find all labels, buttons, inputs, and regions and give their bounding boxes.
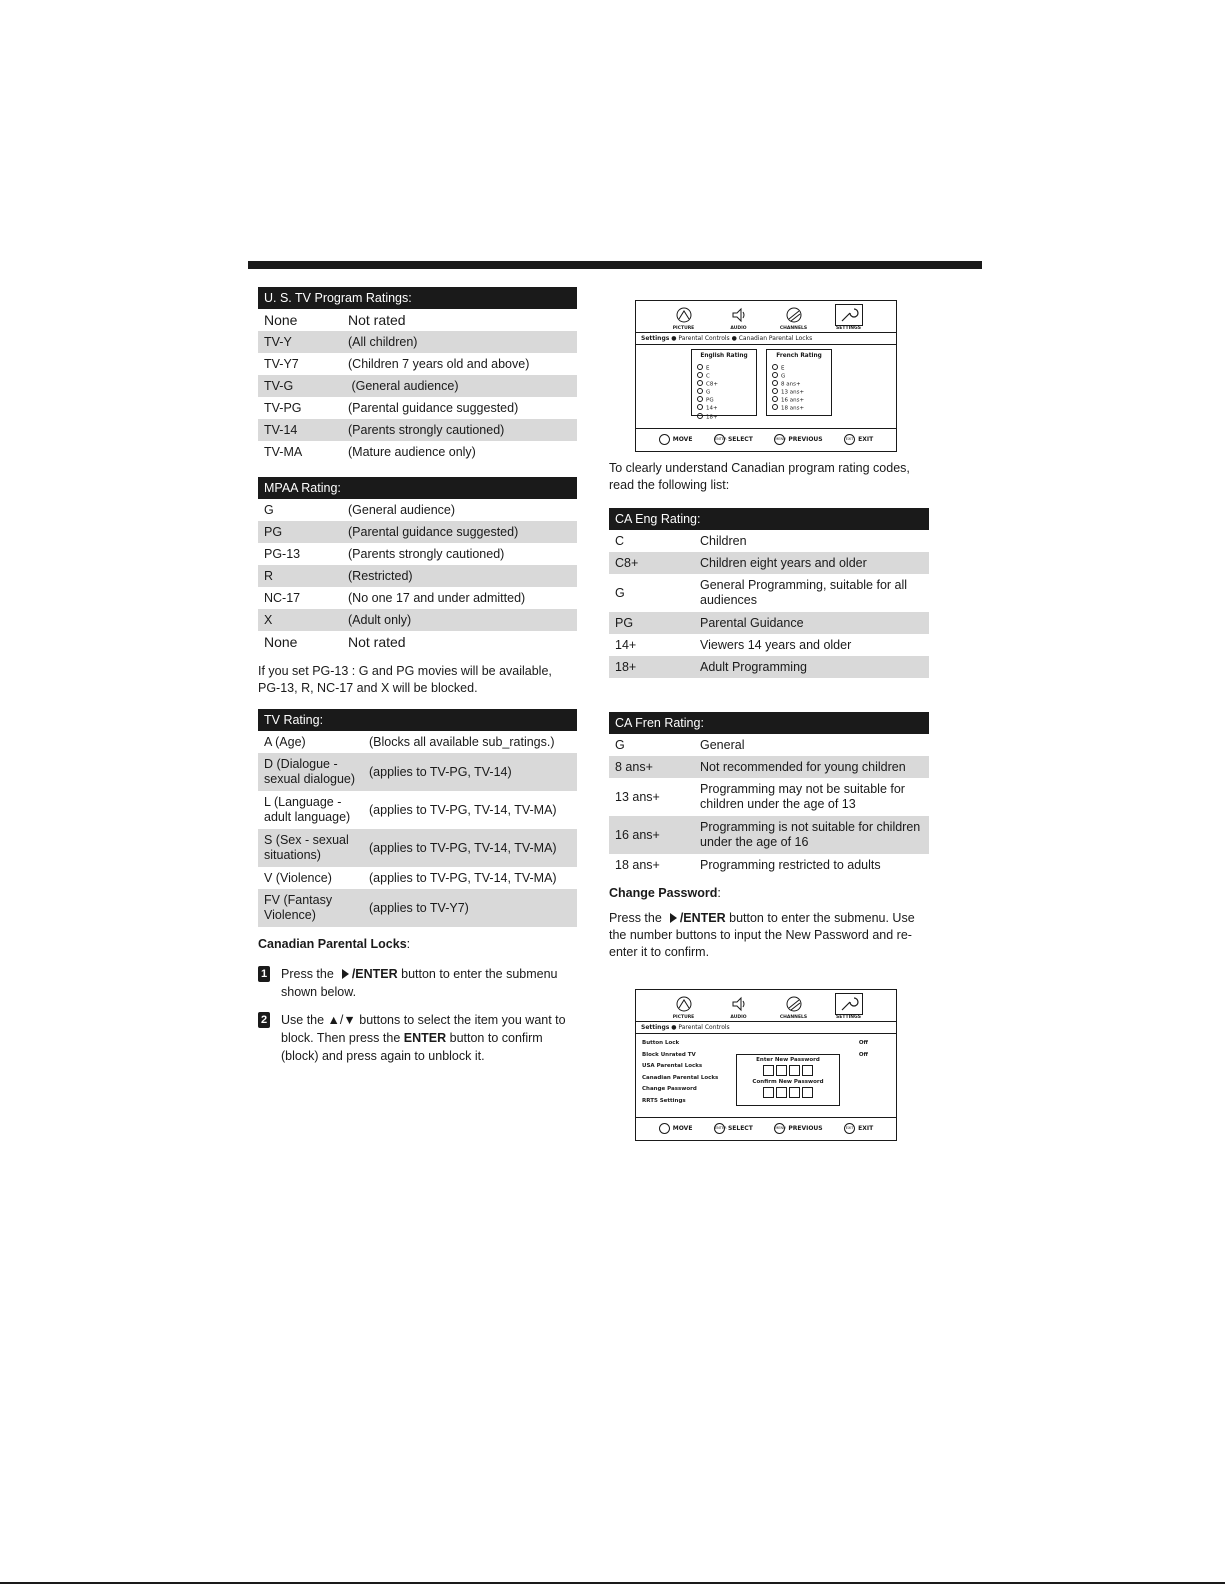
parental-controls-values (859, 1038, 868, 1061)
rating-option: E (772, 364, 826, 372)
menu-icon-bar (636, 990, 896, 1022)
menu-item: Button Lock (642, 1040, 680, 1046)
menu-footer: MOVE ENTER SELECT MENU PREVIOUS EXIT EXIT (636, 1117, 896, 1139)
audio-icon: AUDIO (717, 305, 761, 331)
table-row: S (Sex - sexual situations) (applies to TV-PG, TV-14, TV-MA) (258, 829, 577, 867)
right-column (609, 300, 929, 1141)
table-header: CA Eng Rating: (609, 508, 929, 530)
parental-controls-list (642, 1038, 718, 1107)
menu-body (636, 345, 896, 425)
exit-button-icon: EXIT (844, 434, 855, 445)
rating-option: 18 ans+ (772, 404, 826, 412)
rating-option: C (697, 372, 751, 380)
rating-option: 16 ans+ (772, 396, 826, 404)
mpaa-ratings-table (258, 477, 577, 653)
table-header: CA Fren Rating: (609, 712, 929, 734)
table-header: U. S. TV Program Ratings: (258, 287, 577, 309)
table-header: TV Rating: (258, 709, 577, 731)
table-row: C8+ Children eight years and older (609, 552, 929, 574)
table-row: G (General audience) (264, 502, 456, 517)
menu-footer: MOVE ENTER SELECT MENU PREVIOUS EXIT EXIT (636, 428, 896, 450)
audio-icon: AUDIO (717, 994, 761, 1020)
right-arrow-icon (670, 913, 677, 923)
enter-button-icon: ENTER (714, 1123, 725, 1134)
settings-icon: SETTINGS (827, 305, 871, 331)
table-header: MPAA Rating: (258, 477, 577, 499)
table-row: None Not rated (264, 311, 406, 328)
menu-value: Off (858, 1040, 868, 1046)
rating-option: G (772, 372, 826, 380)
us-tv-ratings-table (258, 287, 577, 463)
confirm-password-digits (737, 1087, 839, 1098)
table-row: G General Programming, suitable for all audiences (615, 578, 908, 607)
right-arrow-icon (342, 969, 349, 979)
table-row: TV-14 (Parents strongly cautioned) (258, 419, 577, 441)
table-row: A (Age) (Blocks all available sub_ratings.) (264, 734, 555, 749)
table-row: FV (Fantasy Violence) (applies to TV-Y7) (258, 889, 577, 927)
table-row: None Not rated (264, 633, 406, 650)
tv-rating-table (258, 709, 577, 927)
change-password-menu-screenshot (635, 989, 897, 1141)
french-rating-box: French Rating E G 8 ans+ 13 ans+ 16 ans+ 18 ans+ (766, 349, 832, 416)
menu-icon-bar (636, 301, 896, 333)
new-password-digits (737, 1065, 839, 1076)
change-password-heading: Change Password: (609, 886, 721, 900)
channels-icon: CHANNELS (772, 305, 816, 331)
ca-intro: To clearly understand Canadian program rating codes, read the following list: (609, 461, 910, 492)
menu-breadcrumb: Settings ● Parental Controls (636, 1022, 896, 1034)
table-row: 16 ans+ Programming is not suitable for children under the age of 16 (609, 816, 929, 854)
table-row: TV-Y7 (Children 7 years old and above) (264, 356, 530, 371)
table-row: 18 ans+ Programming restricted to adults (615, 857, 881, 872)
menu-item: Canadian Parental Locks (642, 1074, 719, 1081)
table-row: PG Parental Guidance (609, 612, 929, 634)
rating-option: PG (697, 396, 751, 404)
table-row: D (Dialogue - sexual dialogue) (applies to TV-PG, TV-14) (258, 753, 577, 791)
menu-value: Off (858, 1051, 868, 1058)
exit-button-icon: EXIT (844, 1123, 855, 1134)
table-row: 18+ Adult Programming (609, 656, 929, 678)
step-2: 2 Use the ▲/▼ buttons to select the item you want to block. Then press the ENTER button to confirm (block) and press again to unblock it. (258, 1011, 577, 1065)
password-dialog: Enter New Password Confirm New Password (736, 1054, 840, 1106)
table-row: L (Language - adult language) (applies to TV-PG, TV-14, TV-MA) (264, 795, 557, 824)
table-row: X (Adult only) (258, 609, 577, 631)
header-rule (248, 261, 982, 269)
table-row: TV-Y (All children) (258, 331, 577, 353)
ca-eng-rating-table (609, 508, 929, 678)
step-number: 2 (258, 1012, 270, 1028)
footer-rule (0, 1582, 1225, 1584)
menu-button-icon: MENU (774, 1123, 785, 1134)
left-column (258, 287, 577, 1075)
table-row: 8 ans+ Not recommended for young children (609, 756, 929, 778)
table-row: TV-MA (Mature audience only) (264, 444, 476, 459)
rating-option: 18+ (697, 413, 751, 421)
enter-button-icon: ENTER (714, 434, 725, 445)
rating-option: 8 ans+ (772, 380, 826, 388)
step-number: 1 (258, 966, 270, 982)
dpad-icon (659, 1123, 670, 1134)
dpad-icon (659, 434, 670, 445)
rating-option: G (697, 388, 751, 396)
table-row: 13 ans+ Programming may not be suitable for children under the age of 13 (615, 782, 905, 811)
table-row: C Children (615, 533, 747, 548)
canadian-locks-heading: Canadian Parental Locks: (258, 937, 411, 951)
menu-body (636, 1034, 896, 1114)
menu-breadcrumb: Settings ● Parental Controls ● Canadian Parental Locks (636, 333, 896, 345)
menu-item: Block Unrated TV (642, 1051, 696, 1058)
rating-option: E (697, 364, 751, 372)
step-1: 1 Press the /ENTER button to enter the submenu shown below. (258, 965, 577, 1001)
table-row: R (Restricted) (258, 565, 577, 587)
table-row: TV-PG (Parental guidance suggested) (264, 400, 519, 415)
menu-button-icon: MENU (774, 434, 785, 445)
settings-icon: SETTINGS (827, 994, 871, 1020)
table-row: 14+ Viewers 14 years and older (615, 637, 852, 652)
menu-item: RRT5 Settings (642, 1097, 686, 1104)
table-row: PG (Parental guidance suggested) (258, 521, 577, 543)
change-password-text: Press the /ENTER button to enter the submenu. Use the number buttons to input the New Password and re-enter it to confirm. (609, 911, 915, 959)
table-row: PG-13 (Parents strongly cautioned) (264, 546, 505, 561)
english-rating-box: English Rating E C C8+ G PG 14+ 18+ (691, 349, 757, 416)
table-row: NC-17 (No one 17 and under admitted) (264, 590, 526, 605)
picture-icon: PICTURE (662, 994, 706, 1020)
table-row: G General (615, 737, 745, 752)
rating-option: 14+ (697, 404, 751, 412)
picture-icon: PICTURE (662, 305, 706, 331)
menu-item: Change Password (642, 1086, 697, 1092)
ca-fren-rating-table (609, 712, 929, 876)
table-row: TV-G (General audience) (258, 375, 577, 397)
table-row: V (Violence) (applies to TV-PG, TV-14, TV-MA) (264, 870, 557, 885)
menu-item: USA Parental Locks (642, 1063, 703, 1069)
rating-option: 13 ans+ (772, 388, 826, 396)
channels-icon: CHANNELS (772, 994, 816, 1020)
mpaa-note: If you set PG-13 : G and PG movies will be available, PG-13, R, NC-17 and X will be blocked. (258, 664, 552, 695)
canadian-locks-menu-screenshot (635, 300, 897, 452)
rating-option: C8+ (697, 380, 751, 388)
